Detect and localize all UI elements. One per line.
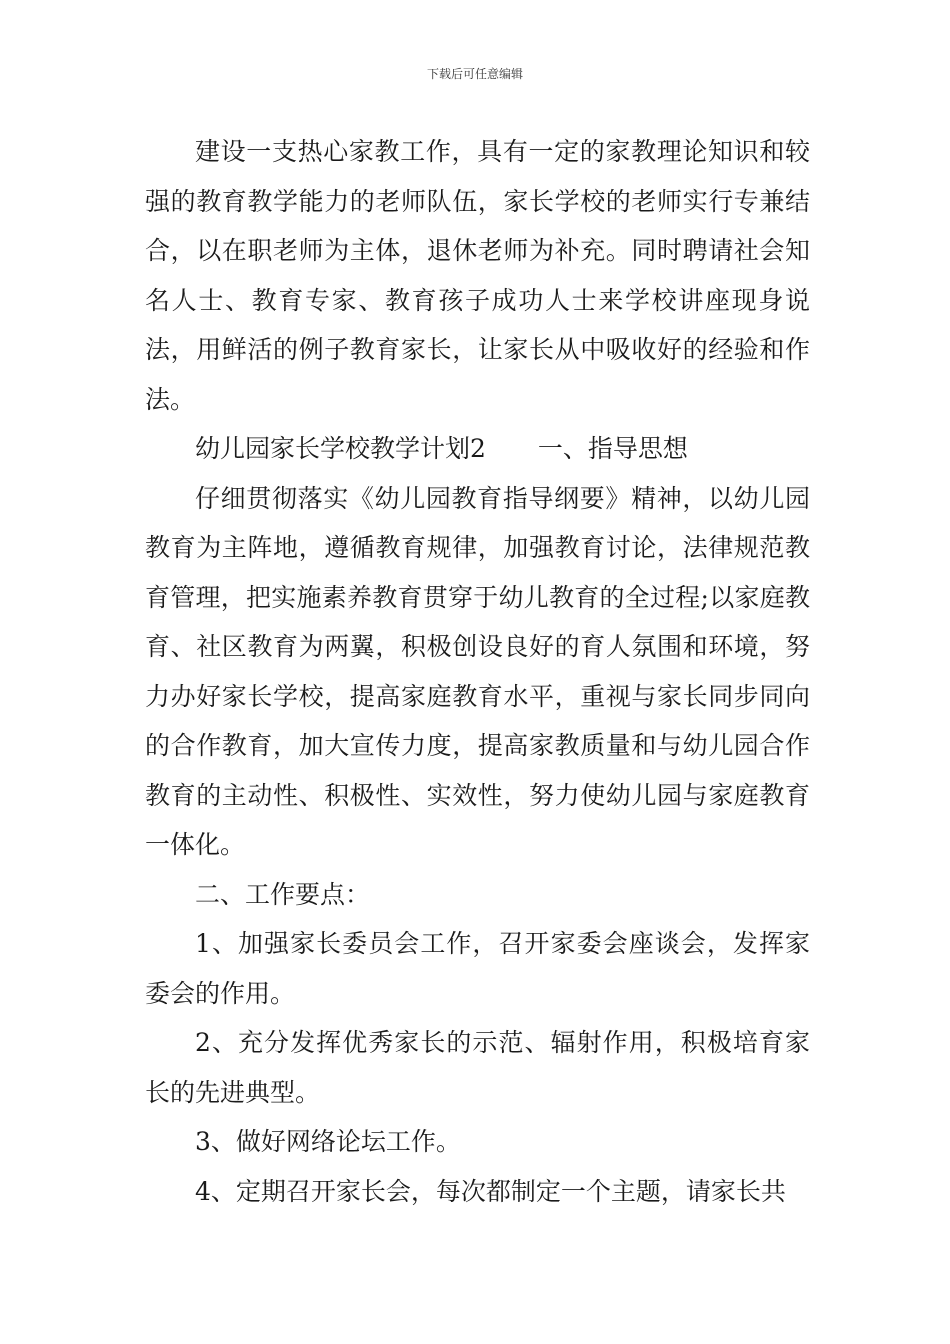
list-item-3: 3、做好网络论坛工作。	[195, 1127, 461, 1156]
page-header-note: 下载后可任意编辑	[426, 67, 523, 81]
section-heading-guiding-thought: 一、指导思想	[537, 434, 688, 463]
section-heading-work-points: 二、工作要点：	[195, 879, 371, 909]
paragraph-plan-title	[145, 424, 810, 474]
list-item-2: 2、充分发挥优秀家长的示范、辐射作用，积极培育家长的先进典型。	[145, 1028, 810, 1107]
paragraph-teacher-team: 建设一支热心家教工作，具有一定的家教理论知识和较强的教育教学能力的老师队伍，家长学校的老师实行专兼结合，以在职老师为主体，退休老师为补充。同时聘请社会知名人士、教育专家、教育孩子成功人士来学校讲座现身说法，用鲜活的例子教育家长，让家长从中吸收好的经验和作法。	[145, 137, 810, 414]
list-item-1: 1、加强家长委员会工作，召开家委会座谈会，发挥家委会的作用。	[145, 929, 810, 1008]
document-body	[145, 127, 810, 1216]
list-item-4: 4、定期召开家长会，每次都制定一个主题，请家长共	[195, 1176, 786, 1206]
paragraph-guiding-thought: 仔细贯彻落实《幼儿园教育指导纲要》精神，以幼儿园教育为主阵地，遵循教育规律，加强教育讨论，法律规范教育管理，把实施素养教育贯穿于幼儿教育的全过程;以家庭教育、社区教育为两翼，积极创设良好的育人氛围和环境，努力办好家长学校，提高家庭教育水平，重视与家长同步同向的合作教育，加大宣传力度，提高家教质量和与幼儿园合作教育的主动性、积极性、实效性，努力使幼儿园与家庭教育一体化。	[145, 483, 810, 859]
plan-title: 幼儿园家长学校教学计划2	[195, 434, 486, 463]
